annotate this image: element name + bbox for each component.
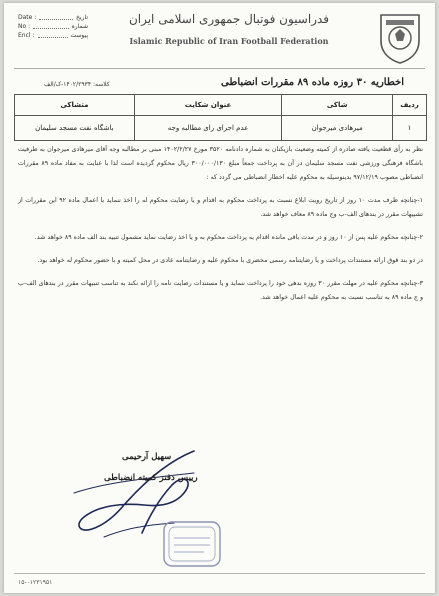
body-paragraph: نظر به رأی قطعیت یافته صادره از کمیته وضعیت بازیکنان به شماره دادنامه ۳۵۲۰ مورخ ۱۴۰۲/۲/۲۷ مبنی بر مطالبه وجه آقای میرهادی میرجوان به طرفیت باشگاه فرهنگی ورزشی نفت مسجد سلیمان در آن به پرداخت جمعاً مبلغ ۳۰۰/۰۰۰/۱۳۰ ریال محکوم گردیده است لذا با عنایت به مفاد ماده ۸۹ مقررات انضباطی مصوب ۹۷/۱۲/۱۹ بدینوسیله به محکوم علیه اخطار انضباطی می گردد که : [18, 146, 423, 181]
body-paragraph: ۲-چنانچه محکوم علیه پس از ۱۰ روز و در مدت باقی مانده اقدام به پرداخت محکوم به و یا اخذ رضایت نماید مشمول تنبیه بند الف ماده ۸۹ خواهد شد. [34, 234, 423, 241]
committee-stamp-icon [160, 518, 224, 570]
body-paragraph: در دو بند فوق ارائه مستندات پرداخت و یا رضایتنامه رسمی محضری با محکوم علیه و رضایتنامه عادی در محل کمیته و با حضور محکوم له خواهد بود. [37, 257, 423, 264]
federation-logo-icon [377, 11, 423, 65]
footer-divider [14, 573, 425, 574]
cell-complaint: عدم اجرای رای مطالبه وجه [134, 116, 282, 141]
column-header-row-no: ردیف [393, 95, 427, 116]
column-header-complaint: عنوان شکایت [134, 95, 282, 116]
case-table [14, 94, 427, 141]
footer-code: ۱۵-۰۱۲۳۱۹۵۱ [18, 579, 53, 586]
enclosure-field: Encl : پیوست [18, 32, 88, 39]
signatory-title: رییس دفتر کمیته انضباطی [104, 473, 198, 483]
cell-row-no: ۱ [393, 116, 427, 141]
letter-sheet [4, 3, 435, 593]
cell-defendant: باشگاه نفت مسجد سلیمان [15, 116, 135, 141]
column-header-plaintiff: شاکی [282, 95, 393, 116]
notice-title: اخطاریه ۳۰ روزه ماده ۸۹ مقررات انضباطی [221, 77, 404, 88]
cell-plaintiff: میرهادی میرجوان [282, 116, 393, 141]
body-paragraph: ۱-چنانچه ظرف مدت ۱۰ روز از تاریخ رویت ابلاغ نسبت به پرداخت محکوم به اقدام و یا رضایت محکوم له را اخذ ننماید با اعمال ماده ۹۲ این مقررات از تشبیهات مقرر در بندهای الف-ب وج ماده ۸۹ معاف خواهد شد. [18, 197, 423, 218]
table-row [15, 116, 427, 141]
column-header-defendant: متشاکی [15, 95, 135, 116]
body-paragraph: ۳-چنانچه محکوم علیه در مهلت مقرر ۳۰ روزه بدهی خود را پرداخت ننماید و یا مستندات رضایت نامه را ارائه نکند به تناسب تنبیهات مقرر در بندهای الف-ب و ج ماده ۸۹ به تناسب نسبت به محکوم علیه اعمال خواهد شد. [18, 280, 424, 301]
number-field: No : شماره [18, 23, 88, 30]
signatory-name: سهیل آرحیمی [122, 452, 172, 462]
table-header-row [15, 95, 427, 116]
header-fields [18, 13, 88, 40]
header-divider [14, 68, 425, 69]
federation-name-persian: فدراسیون فوتبال جمهوری اسلامی ایران [128, 12, 330, 26]
notice-body [18, 143, 423, 314]
federation-name-english: Islamic Republic of Iran Football Federation [129, 36, 329, 46]
date-field: Date : تاریخ [18, 14, 88, 21]
case-class-number: کلاسه: ۱۴۰۲/۲۹۳۴-ک/الف [44, 81, 110, 88]
